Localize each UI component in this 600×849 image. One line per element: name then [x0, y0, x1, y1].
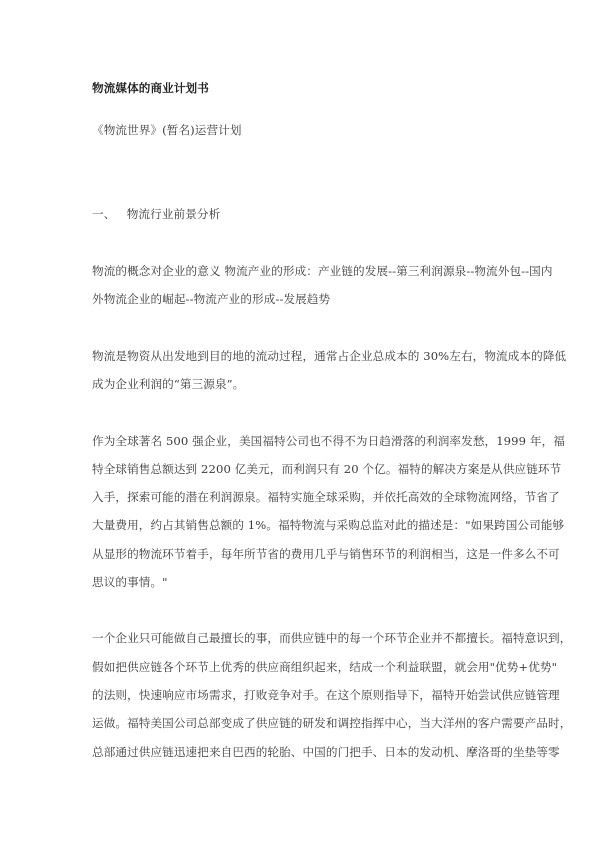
paragraph-line: 作为全球著名 500 强企业，美国福特公司也不得不为日趋滑落的利润率发愁，1999 年，福 — [92, 434, 565, 448]
paragraph-line: 思议的事情。" — [92, 575, 168, 589]
document-title: 物流媒体的商业计划书 — [92, 81, 209, 95]
paragraph-line: 外物流企业的崛起--物流产业的形成--发展趋势 — [92, 292, 331, 306]
paragraph-line: 特全球销售总额达到 2200 亿美元，而利润只有 20 个亿。福特的解决方案是从供应链环节 — [92, 462, 562, 476]
paragraph-line: 成为企业利润的“第三源泉”。 — [92, 377, 245, 391]
section-heading: 一、 物流行业前景分析 — [92, 207, 221, 221]
paragraph-line: 物流的概念对企业的意义 物流产业的形成：产业链的发展--第三利润源泉--物流外包--国内 — [92, 264, 553, 278]
paragraph-line: 的法则，快速响应市场需求，打败竞争对手。在这个原则指导下，福特开始尝试供应链管理 — [92, 688, 560, 702]
paragraph-line: 假如把供应链各个环节上优秀的供应商组织起来，结成一个利益联盟，就会用"优势+优势" — [92, 660, 558, 674]
paragraph-line: 一个企业只可能做自己最擅长的事，而供应链中的每一个环节企业并不都擅长。福特意识到， — [92, 631, 572, 645]
paragraph-line: 大量费用，约占其销售总额的 1%。福特物流与采购总监对此的描述是："如果跨国公司能够 — [92, 518, 565, 532]
paragraph-line: 入手，探索可能的潜在利润源泉。福特实施全球采购，并依托高效的全球物流网络，节省了 — [92, 490, 560, 504]
document-subtitle: 《物流世界》(暂名)运营计划 — [92, 123, 242, 137]
paragraph-line: 物流是物资从出发地到目的地的流动过程，通常占企业总成本的 30%左右，物流成本的降低 — [92, 349, 567, 363]
paragraph-line: 从显形的物流环节着手，每年所节省的费用几乎与销售环节的利润相当，这是一件多么不可 — [92, 547, 560, 561]
paragraph-line: 总部通过供应链迅速把来自巴西的轮胎、中国的门把手、日本的发动机、摩洛哥的坐垫等零 — [92, 745, 560, 759]
paragraph-line: 运做。福特美国公司总部变成了供应链的研发和调控指挥中心，当大洋州的客户需要产品时， — [92, 716, 572, 730]
